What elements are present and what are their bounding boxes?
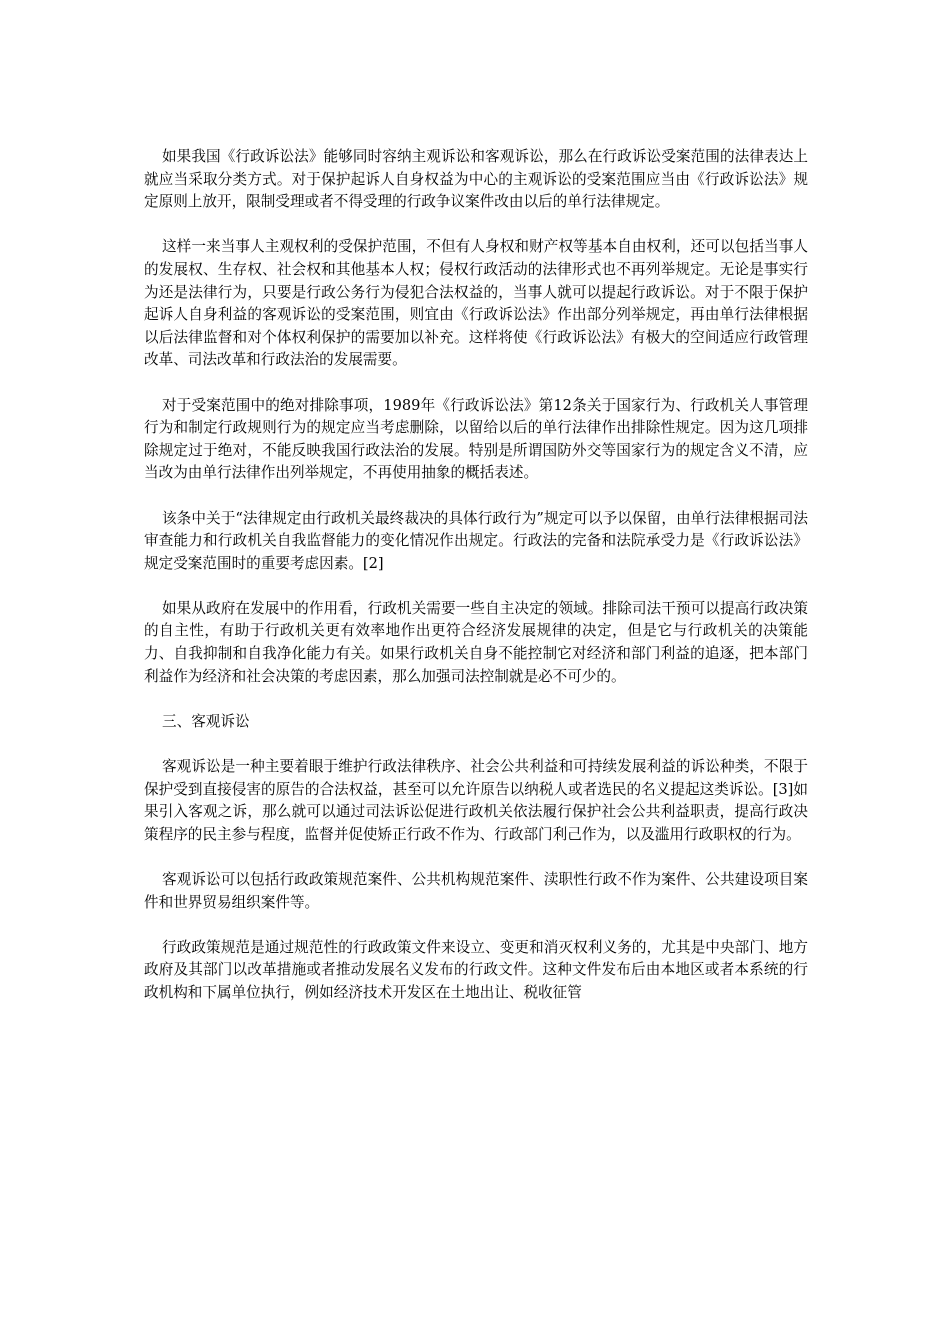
paragraph-8: 行政政策规范是通过规范性的行政政策文件来设立、变更和消灭权利义务的，尤其是中央部门、地方政府及其部门以改革措施或者推动发展名义发布的行政文件。这种文件发布后由本地区或者本系统的行政机构和下属单位执行，例如经济技术开发区在土地出让、税收征管 (144, 938, 808, 1001)
document-body (144, 146, 808, 1027)
paragraph-7: 客观诉讼可以包括行政政策规范案件、公共机构规范案件、渎职性行政不作为案件、公共建设项目案件和世界贸易组织案件等。 (144, 871, 808, 911)
paragraph-1: 如果我国《行政诉讼法》能够同时容纳主观诉讼和客观诉讼，那么在行政诉讼受案范围的法律表达上就应当采取分类方式。对于保护起诉人自身权益为中心的主观诉讼的受案范围应当由《行政诉讼法》规定原则上放开，限制受理或者不得受理的行政争议案件改由以后的单行法律规定。 (144, 148, 808, 211)
paragraph-4: 该条中关于“法律规定由行政机关最终裁决的具体行政行为”规定可以予以保留，由单行法律根据司法审查能力和行政机关自我监督能力的变化情况作出规定。行政法的完备和法院承受力是《行政诉讼法》规定受案范围时的重要考虑因素。[2] (144, 509, 808, 572)
paragraph-5: 如果从政府在发展中的作用看，行政机关需要一些自主决定的领域。排除司法干预可以提高行政决策的自主性，有助于行政机关更有效率地作出更符合经济发展规律的决定，但是它与行政机关的决策能力、自我抑制和自我净化能力有关。如果行政机关自身不能控制它对经济和部门利益的追逐，把本部门利益作为经济和社会决策的考虑因素，那么加强司法控制就是必不可少的。 (144, 599, 808, 685)
paragraph-3: 对于受案范围中的绝对排除事项，1989年《行政诉讼法》第12条关于国家行为、行政机关人事管理行为和制定行政规则行为的规定应当考虑删除，以留给以后的单行法律作出排除性规定。因为这几项排除规定过于绝对，不能反映我国行政法治的发展。特别是所谓国防外交等国家行为的规定含义不清，应当改为由单行法律作出列举规定，不再使用抽象的概括表述。 (144, 396, 808, 482)
paragraph-6: 客观诉讼是一种主要着眼于维护行政法律秩序、社会公共利益和可持续发展利益的诉讼种类，不限于保护受到直接侵害的原告的合法权益，甚至可以允许原告以纳税人或者选民的名义提起这类诉讼。[3]如果引入客观之诉，那么就可以通过司法诉讼促进行政机关依法履行保护社会公共利益职责，提高行政决策程序的民主参与程度，监督并促使矫正行政不作为、行政部门利己作为，以及滥用行政职权的行为。 (144, 758, 808, 843)
section-heading: 三、客观诉讼 (162, 712, 250, 730)
paragraph-2: 这样一来当事人主观权利的受保护范围，不但有人身权和财产权等基本自由权利，还可以包括当事人的发展权、生存权、社会权和其他基本人权；侵权行政活动的法律形式也不再列举规定。无论是事实行为还是法律行为，只要是行政公务行为侵犯合法权益的，当事人就可以提起行政诉讼。对于不限于保护起诉人自身利益的客观诉讼的受案范围，则宜由《行政诉讼法》作出部分列举规定，再由单行法律根据以后法律监督和对个体权利保护的需要加以补充。这样将使《行政诉讼法》有极大的空间适应行政管理改革、司法改革和行政法治的发展需要。 (144, 238, 808, 369)
